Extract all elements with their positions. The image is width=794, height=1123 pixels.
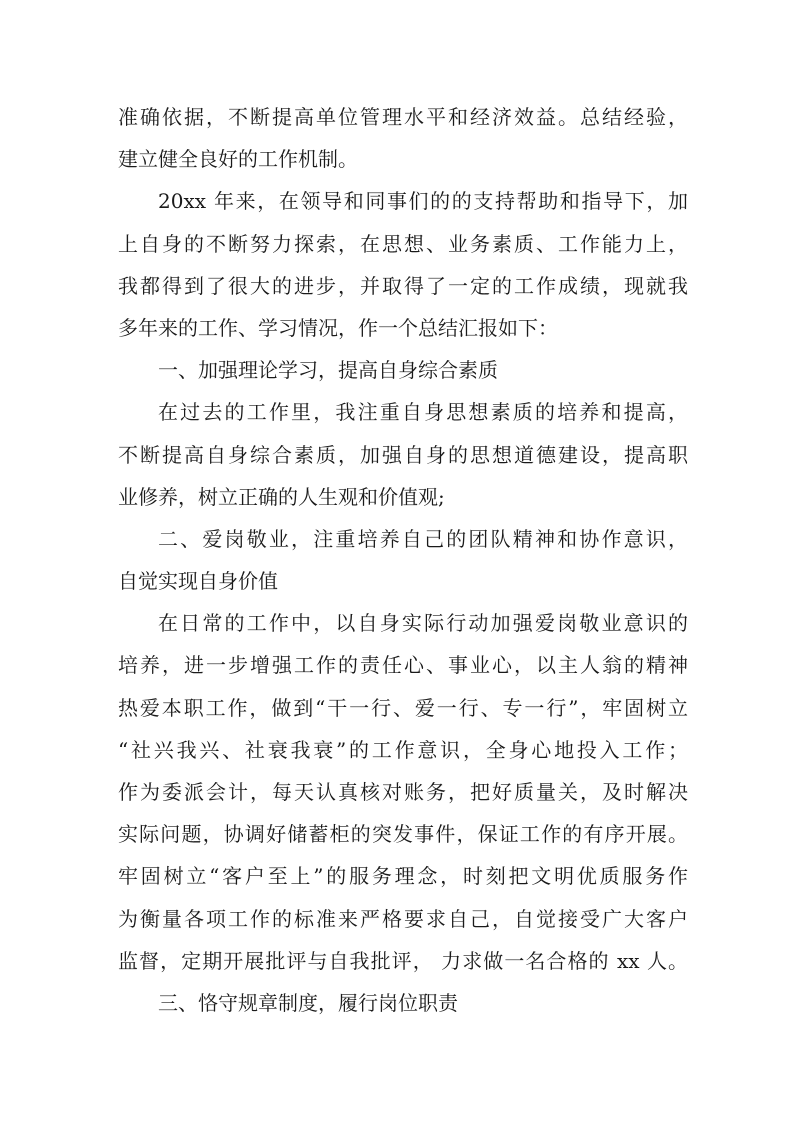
text-line: 实际问题，协调好储蓄柜的突发事件，保证工作的有序开展。 xyxy=(118,822,688,847)
text-line: 多年来的工作、学习情况，作一个总结汇报如下： xyxy=(118,315,558,340)
text-line: 监督，定期开展批评与自我批评， 力求做一名合格的 xx 人。 xyxy=(118,948,688,973)
section-heading-1: 一、加强理论学习，提高自身综合素质 xyxy=(158,358,498,383)
text-line: 准确依据，不断提高单位管理水平和经济效益。总结经验， xyxy=(118,105,688,129)
text-line: 牢固树立“客户至上”的服务理念，时刻把文明优质服务作 xyxy=(118,864,688,889)
text-line: 我都得到了很大的进步，并取得了一定的工作成绩，现就我 xyxy=(118,273,688,298)
section-heading-3: 三、恪守规章制度，履行岗位职责 xyxy=(158,990,458,1015)
paragraph-start-line: 在日常的工作中，以自身实际行动加强爱岗敬业意识的 xyxy=(158,611,688,636)
text-line: 培养，进一步增强工作的责任心、事业心，以主人翁的精神 xyxy=(118,653,688,678)
section-heading-2-continued: 自觉实现自身价值 xyxy=(118,569,278,594)
text-line: 建立健全良好的工作机制。 xyxy=(118,147,358,172)
text-line: 作为委派会计，每天认真核对账务，把好质量关，及时解决 xyxy=(118,780,688,804)
paragraph-start-line: 20xx 年来，在领导和同事们的的支持帮助和指导下，加 xyxy=(158,189,688,214)
text-line: 不断提高自身综合素质，加强自身的思想道德建设，提高职 xyxy=(118,442,688,467)
paragraph-start-line: 在过去的工作里，我注重自身思想素质的培养和提高， xyxy=(158,400,688,425)
text-line: 上自身的不断努力探索，在思想、业务素质、工作能力上， xyxy=(118,231,688,256)
text-line: 热爱本职工作，做到“干一行、爱一行、专一行”，牢固树立 xyxy=(118,695,688,720)
text-line: 业修养，树立正确的人生观和价值观; xyxy=(118,484,445,509)
text-line: “社兴我兴、社衰我衰”的工作意识，全身心地投入工作； xyxy=(118,737,688,762)
section-heading-2: 二、爱岗敬业，注重培养自己的团队精神和协作意识， xyxy=(158,526,688,551)
document-body xyxy=(118,96,688,1024)
text-line: 为衡量各项工作的标准来严格要求自己，自觉接受广大客户 xyxy=(118,906,688,931)
